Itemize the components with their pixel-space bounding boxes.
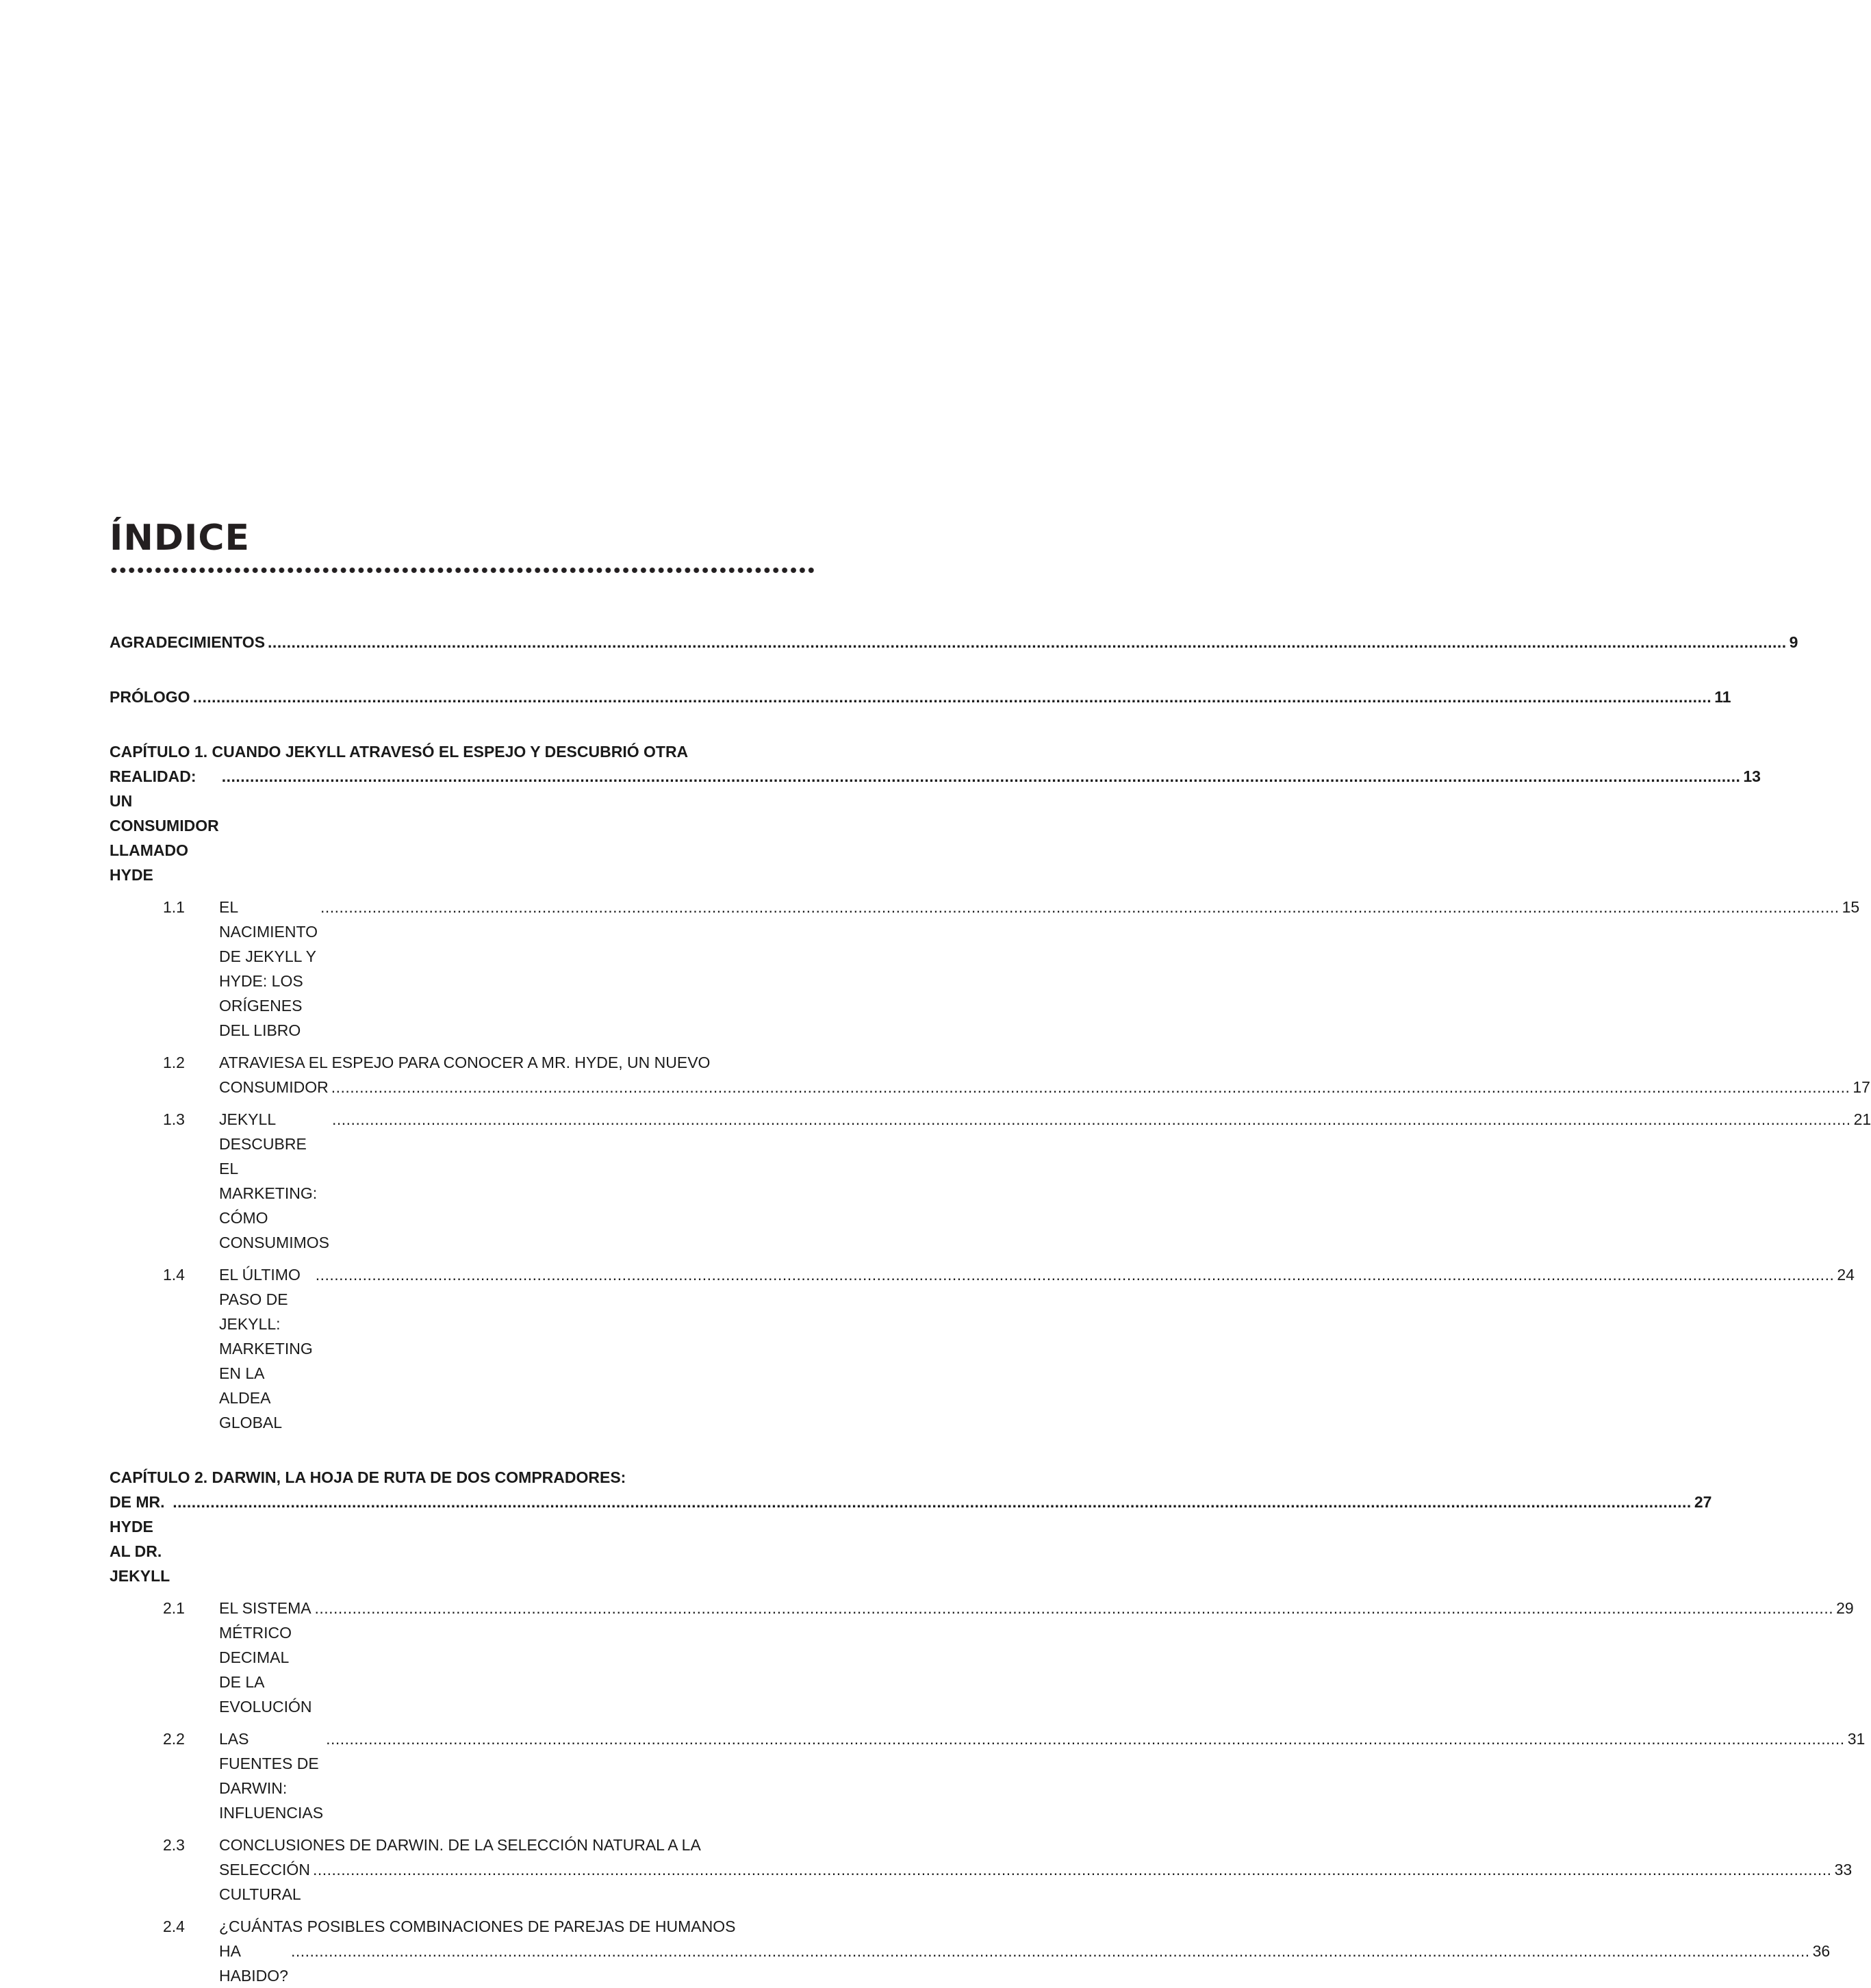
section-title: EL SISTEMA MÉTRICO DECIMAL DE LA EVOLUCIÓN (219, 1599, 312, 1716)
section-number: 2.4 (163, 1917, 185, 1935)
dot-leader (291, 1939, 1810, 1963)
section-number: 1.1 (163, 898, 185, 916)
toc-section-2-1[interactable] (110, 1596, 1854, 1719)
dot-leader (320, 895, 1840, 919)
dot-leader (316, 1262, 1835, 1287)
dot-leader (331, 1075, 1850, 1099)
toc-page-number: 15 (1842, 898, 1860, 916)
toc-section-2-4[interactable] (110, 1914, 1831, 1988)
toc-entry-label: AGRADECIMIENTOS (110, 633, 266, 651)
toc-entry-agradecimientos[interactable] (110, 630, 1798, 654)
section-title-line2: HA HABIDO? (219, 1942, 288, 1985)
section-title: JEKYLL DESCUBRE EL MARKETING: CÓMO CONSUMIMOS (219, 1110, 329, 1251)
section-number: 2.3 (163, 1836, 185, 1854)
dot-leader (313, 1857, 1832, 1882)
toc-section-1-2[interactable] (110, 1050, 1870, 1099)
section-number: 2.2 (163, 1730, 185, 1748)
chapter-title-line2: REALIDAD: UN CONSUMIDOR LLAMADO HYDE (110, 767, 219, 884)
dot-leader (326, 1726, 1845, 1751)
section-title-line2: CONSUMIDOR (219, 1078, 329, 1096)
section-number: 1.3 (163, 1110, 185, 1128)
chapter-title-line1: CAPÍTULO 2. DARWIN, LA HOJA DE RUTA DE DOS COMPRADORES: (110, 1468, 626, 1486)
dotted-title-rule (110, 567, 815, 574)
section-title: LAS FUENTES DE DARWIN: INFLUENCIAS (219, 1730, 324, 1822)
toc-page-number: 21 (1853, 1110, 1871, 1128)
toc-page-number: 9 (1789, 633, 1798, 651)
toc-page-number: 36 (1812, 1942, 1831, 1960)
toc-section-2-3[interactable] (110, 1833, 1853, 1907)
toc-chapter-2[interactable] (110, 1465, 1712, 1588)
toc-page-number: 24 (1837, 1266, 1855, 1284)
section-title: EL ÚLTIMO PASO DE JEKYLL: MARKETING EN LA ALDEA GLOBAL (219, 1266, 313, 1431)
toc-entry-prologo[interactable] (110, 685, 1731, 709)
section-number: 1.2 (163, 1054, 185, 1071)
dot-leader (314, 1596, 1833, 1620)
section-title-line1: ¿CUÁNTAS POSIBLES COMBINACIONES DE PAREJAS DE HUMANOS (219, 1917, 736, 1935)
toc-page-number: 29 (1836, 1599, 1854, 1617)
toc-section-1-3[interactable] (110, 1107, 1871, 1255)
toc-chapter-1[interactable] (110, 739, 1761, 887)
toc-section-1-4[interactable] (110, 1262, 1855, 1435)
section-number: 1.4 (163, 1266, 185, 1284)
toc-page-number: 11 (1714, 688, 1731, 706)
chapter-title-line2: DE MR. HYDE AL DR. JEKYLL (110, 1493, 170, 1585)
section-title-line1: ATRAVIESA EL ESPEJO PARA CONOCER A MR. HYDE, UN NUEVO (219, 1054, 711, 1071)
dot-leader (173, 1490, 1692, 1514)
section-title: EL NACIMIENTO DE JEKYLL Y HYDE: LOS ORÍGENES DEL LIBRO (219, 898, 318, 1039)
toc-page-number: 31 (1847, 1730, 1866, 1748)
section-title-line1: CONCLUSIONES DE DARWIN. DE LA SELECCIÓN NATURAL A LA (219, 1836, 701, 1854)
dot-leader (222, 764, 1741, 789)
toc-page-number: 27 (1694, 1493, 1712, 1511)
table-of-contents (110, 630, 1871, 1988)
toc-page-number: 13 (1743, 767, 1761, 785)
section-title-line2: SELECCIÓN CULTURAL (219, 1861, 310, 1903)
toc-section-1-1[interactable] (110, 895, 1860, 1043)
dot-leader (332, 1107, 1851, 1132)
section-number: 2.1 (163, 1599, 185, 1617)
toc-page-number: 33 (1834, 1861, 1853, 1878)
dot-leader (193, 685, 1712, 709)
dot-leader (268, 630, 1787, 654)
toc-section-2-2[interactable] (110, 1726, 1866, 1825)
toc-entry-label: PRÓLOGO (110, 688, 190, 706)
chapter-title-line1: CAPÍTULO 1. CUANDO JEKYLL ATRAVESÓ EL ESPEJO Y DESCUBRIÓ OTRA (110, 743, 689, 761)
toc-page-number: 17 (1853, 1078, 1870, 1096)
page-title: ÍNDICE (110, 518, 251, 559)
